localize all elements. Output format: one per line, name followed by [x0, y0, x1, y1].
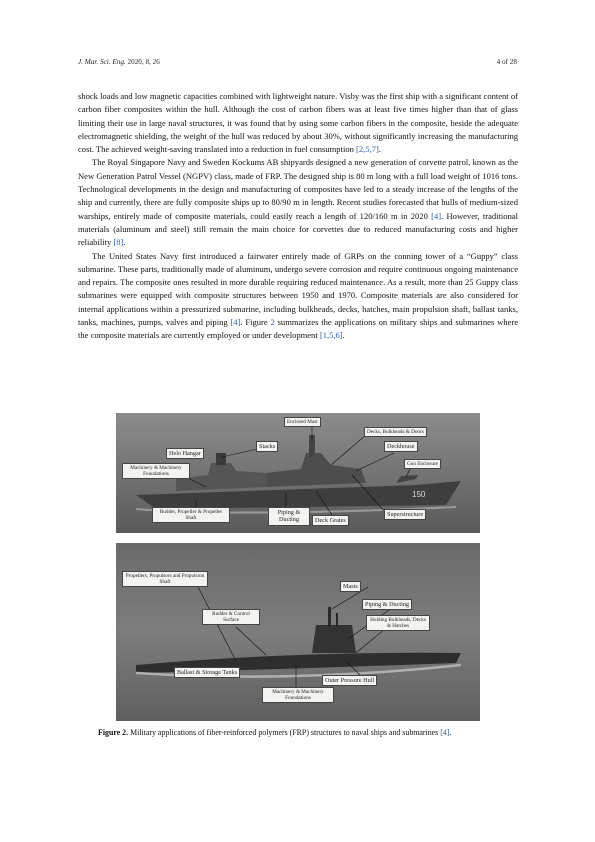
citation-link[interactable]: [1,5,6]	[319, 330, 343, 341]
page-header	[78, 58, 517, 66]
label-deck-grates: Deck Grates	[312, 515, 349, 526]
citation-link[interactable]: [4]	[440, 728, 450, 737]
label-deckhouse: Deckhouse	[384, 441, 418, 452]
figure-ship-image	[116, 413, 480, 533]
label-rudder-propeller: Rudder, Propeller & Propeller Shaft	[152, 507, 230, 523]
paragraph-1: shock loads and low magnetic capacities combined with lightweight nature. Visby was the first ship with a significant content of carbon fiber composites within the hull. Although the cost of carbon fibers was at least five times higher than that of glass limiting their use in large naval structures, it was found that by using some carbon fibers in the composite, beside the adequate electromagnetic shielding, the weight of the hull was reduced by about 30%, without significantly increasing the manufacturing cost. The achieved weight-saving translated into a reduction in fuel consumption [2,5,7].	[78, 91, 518, 155]
page-number: 4 of 28	[496, 58, 517, 66]
citation-link[interactable]: [4]	[431, 210, 442, 221]
label-ballast-storage-tanks: Ballast & Storage Tanks	[174, 667, 240, 678]
paragraph-3: The United States Navy first introduced a fairwater entirely made of GRPs on the conning tower of a “Guppy” class submarine. These parts, traditionally made of aluminum, undergo severe corrosion and require continuous ongoing maintenance and repairs. The composite ones resulted in more durable requiring reduced maintenance. As a result, more than 25 Guppy class submarines were equipped with composite structures between 1950 and 1970. Composite materials are also considered for internal applications within a pressurized submarine, including bulkheads, decks, hatches, main propulsion shaft, ballast tanks, tanks, machines, pumps, valves and piping [4]. Figure 2 summarizes the applications on military ships and submarines where the composite materials are currently employed or under development [1,5,6].	[78, 250, 518, 341]
label-machinery-foundations: Machinery & Machinery Foundations	[262, 687, 334, 703]
label-piping-ducting: Piping & Ducting	[268, 507, 310, 526]
ship-stack	[216, 453, 226, 465]
figure-label: Figure 2.	[98, 728, 129, 737]
label-machinery-foundations: Machinery & Machinery Foundations	[122, 463, 190, 479]
label-gun-enclosure: Gun Enclosure	[404, 459, 441, 469]
submarine-periscope	[336, 613, 338, 627]
body-text	[78, 90, 518, 343]
label-enclosed-mast: Enclosed Mast	[284, 417, 321, 427]
label-stacks: Stacks	[256, 441, 278, 452]
journal-citation	[78, 58, 160, 66]
label-helo-hangar: Helo Hangar	[166, 448, 204, 459]
submarine-mast	[328, 607, 331, 627]
label-masts: Masts	[340, 581, 361, 592]
figure-link[interactable]: 2	[270, 317, 275, 328]
submarine-sail	[312, 625, 356, 653]
label-decks-bulkheads-doors: Decks, Bulkheads & Doors	[364, 427, 427, 437]
hull-number: 150	[412, 490, 426, 499]
label-rudder-control-surface: Rudder & Control Surface	[202, 609, 260, 625]
label-holding-bulkheads: Holding Bulkheads, Decks & Hatches	[366, 615, 430, 631]
label-piping-ducting: Piping & Ducting	[362, 599, 412, 610]
journal-name: J. Mar. Sci. Eng.	[78, 58, 126, 66]
label-propellers-propulsors: Propellers, Propulsors and Propulsion Shaft	[122, 571, 208, 587]
paragraph-2: The Royal Singapore Navy and Sweden Kockums AB shipyards designed a new generation of corvette patrol, known as the New Generation Patrol Vessel (NGPV) class, made of FRP. The designed ship is 80 m long with a full load weight of 1016 tons. Technological developments in the design and manufacturing of composites have led to a steady increase of the lengths of the ship and currently, there are fully composite ships up to 80/90 m in length. Recent studies forecasted that hulls of medium-sized warships, entirely made of composite materials, could easily reach a length of 120/160 m in 2020 [4]. However, traditional materials (aluminum and steel) still remain the main choice for corvettes due to reduced manufacturing costs and higher reliability [8].	[78, 157, 519, 248]
citation-link[interactable]: [2,5,7]	[356, 144, 379, 155]
journal-citation-year: 2020, 8, 26	[127, 58, 160, 66]
citation-link[interactable]: [4]	[230, 317, 241, 328]
figure-caption: Figure 2. Military applications of fiber-reinforced polymers (FRP) structures to naval ships and submarines [4].	[98, 728, 452, 737]
citation-link[interactable]: [8]	[113, 237, 124, 248]
figure-submarine-image	[116, 543, 480, 721]
label-superstructure: Superstructure	[384, 509, 426, 520]
label-outer-pressure-hull: Outer Pressure Hull	[322, 675, 377, 686]
